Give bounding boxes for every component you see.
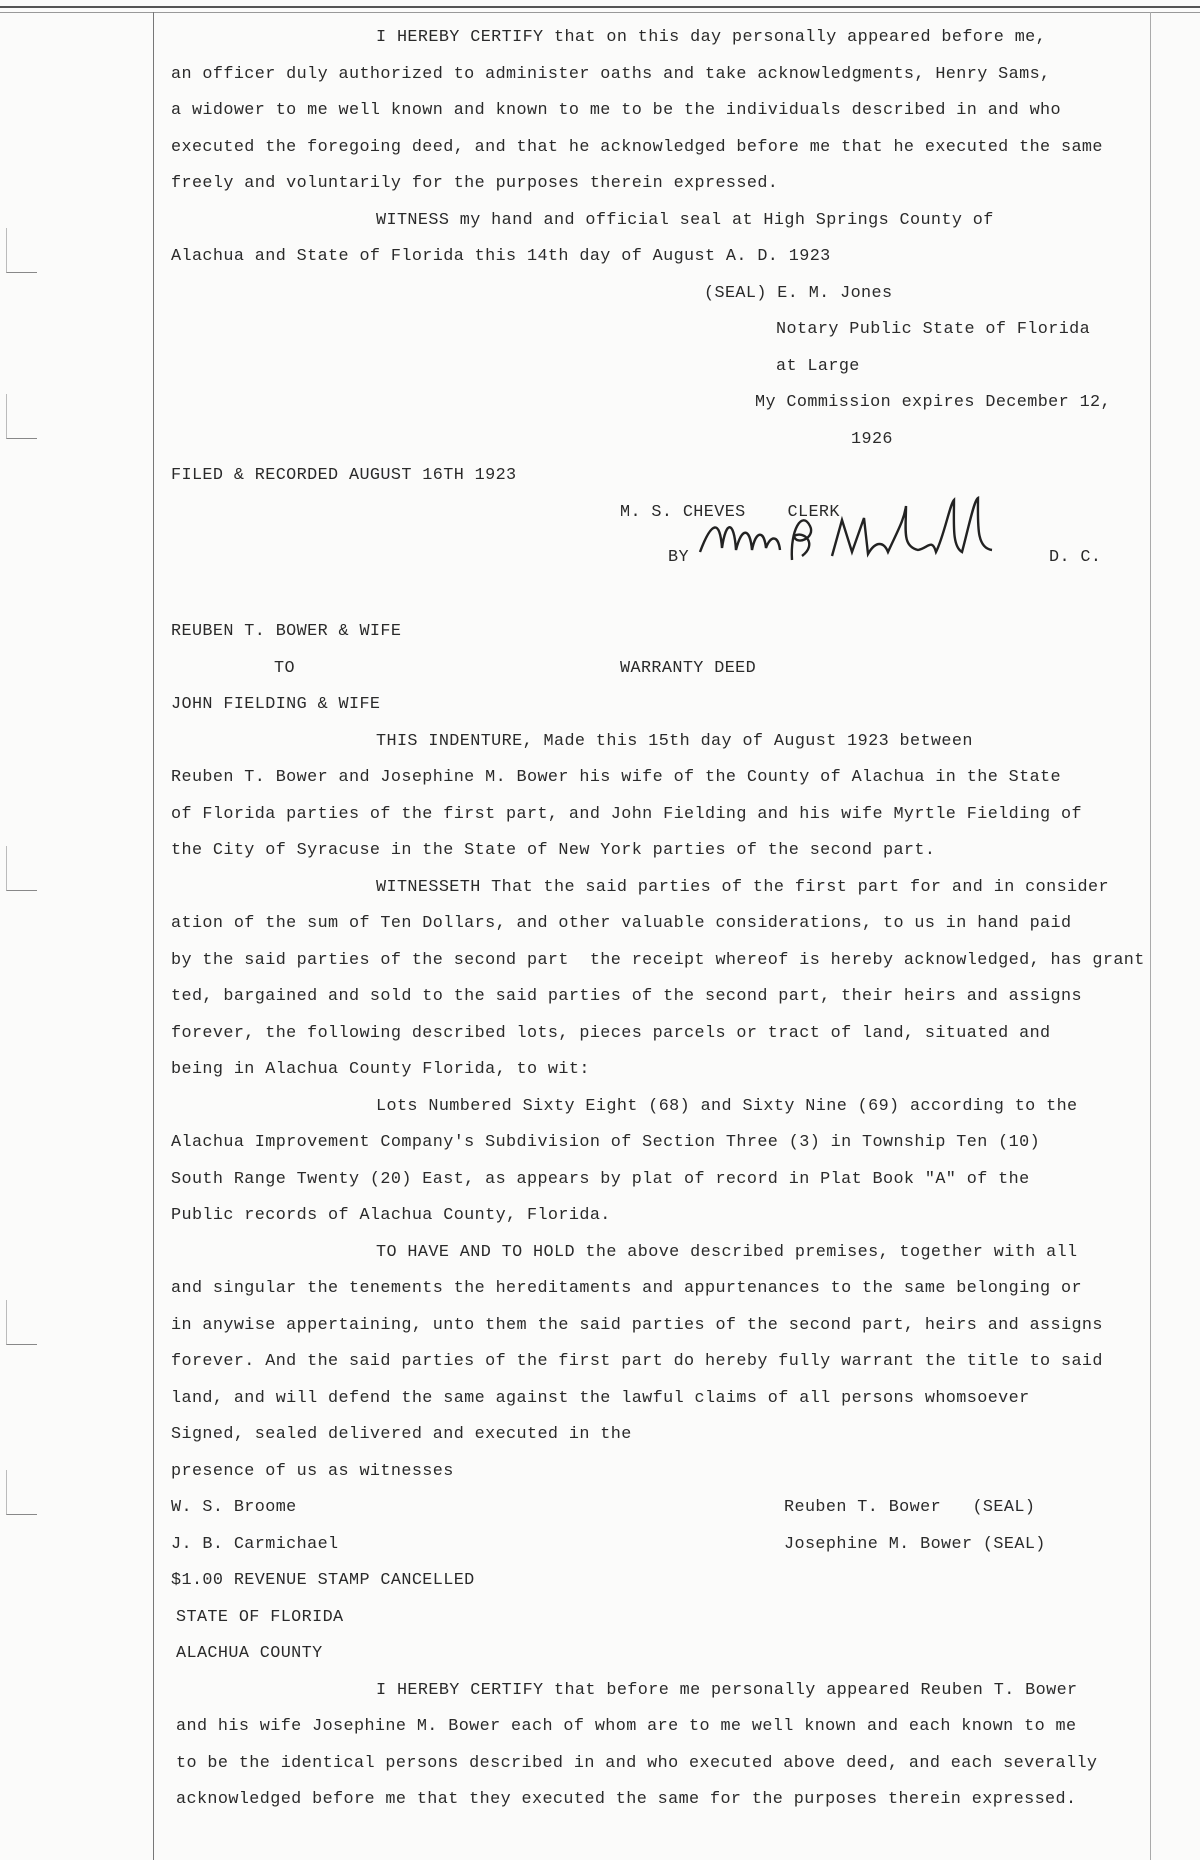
witness-name: W. S. Broome [171,1498,297,1517]
grantee-heading: JOHN FIELDING & WIFE [171,695,381,714]
legal-description: Alachua Improvement Company's Subdivision of Section Three (3) in Township Ten (10) [171,1133,1041,1152]
grantor-heading: REUBEN T. BOWER & WIFE [171,622,402,641]
certificate-line: executed the foregoing deed, and that he acknowledged before me that he executed the same [171,138,1103,157]
witnesseth-line: ted, bargained and sold to the said parties of the second part, their heirs and assigns [171,987,1082,1006]
witnesseth-line: WITNESSETH That the said parties of the first part for and in consider [376,878,1109,897]
habendum-line: forever. And the said parties of the first part do hereby fully warrant the title to said [171,1352,1103,1371]
deputy-clerk-label: D. C. [1049,548,1102,567]
witnesseth-line: ation of the sum of Ten Dollars, and other valuable considerations, to us in hand paid [171,914,1072,933]
page-top-rule-secondary [0,12,1200,13]
clerk-name: M. S. CHEVES CLERK [620,503,840,522]
certificate-line: an officer duly authorized to administer oaths and take acknowledgments, Henry Sams, [171,65,1051,84]
notary-name: (SEAL) E. M. Jones [704,284,893,303]
notary-title: at Large [776,357,860,376]
habendum-line: TO HAVE AND TO HOLD the above described premises, together with all [376,1243,1078,1262]
commission-expiry: My Commission expires December 12, [755,393,1111,412]
commission-year: 1926 [851,430,893,449]
left-margin-rule [153,12,154,1860]
grantor-signature: Josephine M. Bower (SEAL) [784,1535,1046,1554]
legal-description: Lots Numbered Sixty Eight (68) and Sixty Nine (69) according to the [376,1097,1078,1116]
indenture-line: Reuben T. Bower and Josephine M. Bower his wife of the County of Alachua in the State [171,768,1061,787]
notary-title: Notary Public State of Florida [776,320,1091,339]
binder-mark [6,1300,37,1345]
venue-county: ALACHUA COUNTY [176,1644,323,1663]
habendum-line: land, and will defend the same against the lawful claims of all persons whomsoever [171,1389,1030,1408]
clerk-signature [692,490,1028,570]
acknowledgment-line: I HEREBY CERTIFY that before me personally appeared Reuben T. Bower [376,1681,1078,1700]
certificate-line: I HEREBY CERTIFY that on this day personally appeared before me, [376,28,1047,47]
habendum-line: in anywise appertaining, unto them the said parties of the second part, heirs and assigns [171,1316,1103,1335]
witnesseth-line: by the said parties of the second part the receipt whereof is hereby acknowledged, has grant [171,951,1145,970]
indenture-line: THIS INDENTURE, Made this 15th day of August 1923 between [376,732,973,751]
acknowledgment-line: and his wife Josephine M. Bower each of whom are to me well known and each known to me [176,1717,1077,1736]
certificate-line: a widower to me well known and known to me to be the individuals described in and who [171,101,1061,120]
right-margin-rule [1150,12,1151,1860]
acknowledgment-line: acknowledged before me that they executed the same for the purposes therein expressed. [176,1790,1077,1809]
witness-line: Alachua and State of Florida this 14th day of August A. D. 1923 [171,247,831,266]
grantor-signature: Reuben T. Bower (SEAL) [784,1498,1036,1517]
indenture-line: of Florida parties of the first part, and John Fielding and his wife Myrtle Fielding of [171,805,1082,824]
legal-description: Public records of Alachua County, Florida. [171,1206,611,1225]
indenture-line: the City of Syracuse in the State of New York parties of the second part. [171,841,936,860]
binder-mark [6,1470,37,1515]
acknowledgment-line: to be the identical persons described in and who executed above deed, and each severally [176,1754,1098,1773]
by-label: BY [668,548,689,567]
binder-mark [6,846,37,891]
binder-mark [6,228,37,273]
legal-description: South Range Twenty (20) East, as appears by plat of record in Plat Book "A" of the [171,1170,1030,1189]
witnesseth-line: forever, the following described lots, pieces parcels or tract of land, situated and [171,1024,1051,1043]
binder-mark [6,394,37,439]
witness-name: J. B. Carmichael [171,1535,339,1554]
revenue-stamp: $1.00 REVENUE STAMP CANCELLED [171,1571,475,1590]
venue-state: STATE OF FLORIDA [176,1608,344,1627]
witness-line: WITNESS my hand and official seal at High Springs County of [376,211,994,230]
habendum-line: and singular the tenements the hereditaments and appurtenances to the same belonging or [171,1279,1082,1298]
execution-line: presence of us as witnesses [171,1462,454,1481]
witnesseth-line: being in Alachua County Florida, to wit: [171,1060,590,1079]
certificate-line: freely and voluntarily for the purposes therein expressed. [171,174,779,193]
filed-recorded: FILED & RECORDED AUGUST 16TH 1923 [171,466,517,485]
execution-line: Signed, sealed delivered and executed in the [171,1425,632,1444]
heading-to: TO [274,659,295,678]
page-top-rule [0,6,1200,8]
deed-type: WARRANTY DEED [620,659,757,678]
